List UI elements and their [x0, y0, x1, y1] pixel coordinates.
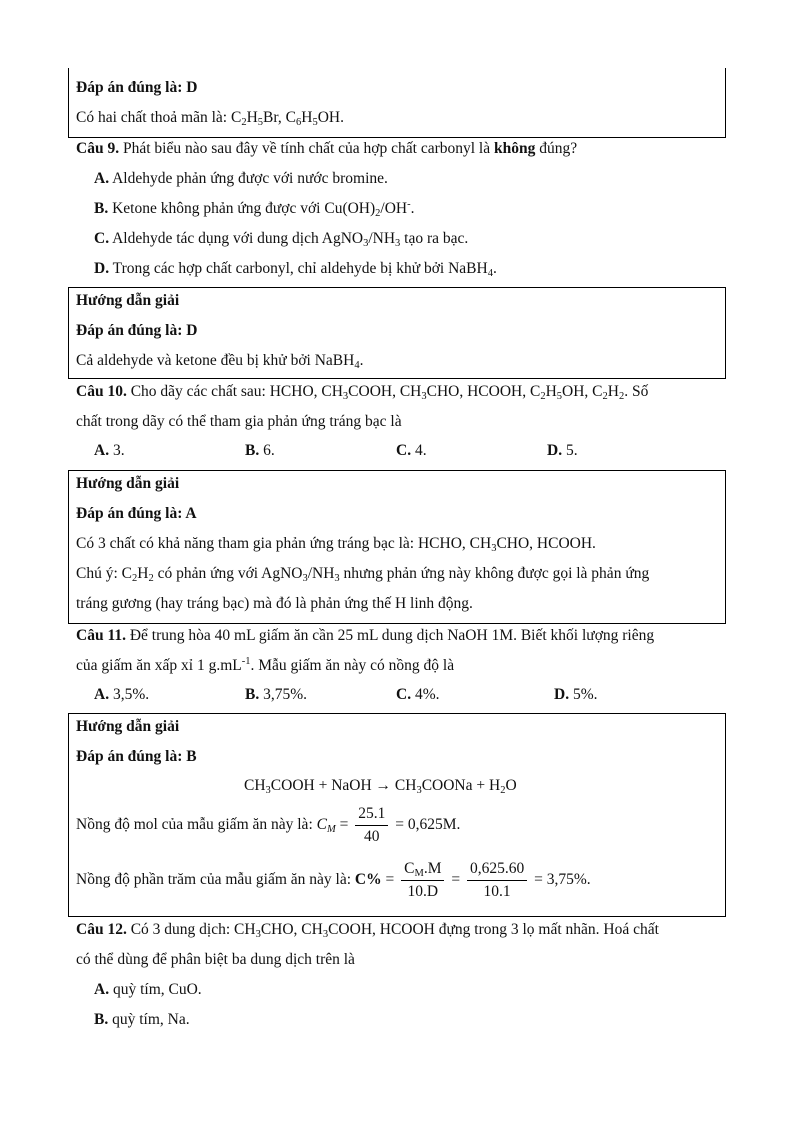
- q10-answer-label: Đáp án đúng là: A: [76, 505, 197, 522]
- q10-option-c: C. 4.: [396, 442, 427, 459]
- q9-guide-title: Hướng dẫn giải: [76, 292, 180, 309]
- q9-option-c: C. Aldehyde tác dụng với dung dịch $AgNO_3/NH_3$ tạo ra bạc.: [94, 230, 469, 249]
- q9-option-a: A. Aldehyde phản ứng được với nước bromine.: [94, 170, 388, 187]
- q11-option-c: C. 4%.: [396, 686, 440, 703]
- q11-option-d: D. 5%.: [554, 686, 598, 703]
- q11-percent-formula: Nồng độ phần trăm của mẫu giấm ăn này là: C% = $\frac{C_M.M}{10.D}$ = $\frac{0,625.60}{10.1}$ = 3,75%.: [76, 860, 591, 900]
- q10-stem-line1: Câu 10. Cho dãy các chất sau: HCHO, $CH_3COOH$, $CH_3CHO$, HCOOH, $C_2H_5OH$, $C_2H_2$. Số: [76, 383, 649, 402]
- q11-answer-label: Đáp án đúng là: B: [76, 748, 197, 765]
- q9-answer-label: Đáp án đúng là: D: [76, 322, 198, 339]
- q8-explanation: Có hai chất thoả mãn là: $C_2H_5Br$, $C_6H_5OH$.: [76, 109, 344, 128]
- q11-option-b: B. 3,75%.: [245, 686, 308, 703]
- q11-stem-line2: của giấm ăn xấp xỉ 1 $g.mL^{-1}$. Mẫu giấm ăn này có nồng độ là: [76, 656, 455, 674]
- q12-option-b: B. quỳ tím, Na.: [94, 1011, 190, 1028]
- q11-reaction-equation: $CH_3COOH$ + NaOH → $CH_3COONa + H_2O$: [244, 777, 517, 796]
- percent-fraction-1: $\frac{C_M.M}{10.D}$: [401, 860, 444, 901]
- q9-explanation: Cả aldehyde và ketone đều bị khử bởi NaBH$_4$.: [76, 352, 364, 371]
- q11-molarity-formula: Nồng độ mol của mẫu giấm ăn này là: $C_M$ = $\frac{25.1}{40}$ = 0,625M.: [76, 805, 461, 845]
- q8-answer-label: Đáp án đúng là: D: [76, 79, 198, 96]
- q10-guide-title: Hướng dẫn giải: [76, 475, 180, 492]
- q10-note-line2: tráng gương (hay tráng bạc) mà đó là phản ứng thế H linh động.: [76, 595, 473, 612]
- q10-option-b: B. 6.: [245, 442, 275, 459]
- q12-option-a: A. quỳ tím, CuO.: [94, 981, 202, 998]
- q9-stem: Câu 9. Phát biểu nào sau đây về tính chất của hợp chất carbonyl là không đúng?: [76, 140, 578, 157]
- q10-stem-line2: chất trong dãy có thể tham gia phản ứng tráng bạc là: [76, 413, 402, 430]
- q10-option-d: D. 5.: [547, 442, 578, 459]
- q12-stem-line2: có thể dùng để phân biệt ba dung dịch trên là: [76, 951, 355, 968]
- q11-option-a: A. 3,5%.: [94, 686, 150, 703]
- q9-option-b: B. Ketone không phản ứng được với $Cu(OH)_2/OH^-$.: [94, 199, 415, 219]
- percent-fraction-2: $\frac{0,625.60}{10.1}$: [467, 860, 527, 901]
- q11-stem-line1: Câu 11. Để trung hòa 40 mL giấm ăn cần 25 mL dung dịch NaOH 1M. Biết khối lượng riêng: [76, 627, 655, 644]
- q11-guide-title: Hướng dẫn giải: [76, 718, 180, 735]
- q9-option-d: D. Trong các hợp chất carbonyl, chỉ aldehyde bị khử bởi NaBH$_4$.: [94, 260, 497, 279]
- q12-stem-line1: Câu 12. Có 3 dung dịch: $CH_3CHO$, $CH_3COOH$, HCOOH đựng trong 3 lọ mất nhãn. Hoá chất: [76, 921, 659, 940]
- q10-option-a: A. 3.: [94, 442, 125, 459]
- molarity-fraction: $\frac{25.1}{40}$: [355, 805, 388, 846]
- q10-note-line1: Chú ý: $C_2H_2$ có phản ứng với $AgNO_3/NH_3$ nhưng phản ứng này không được gọi là phản ứng: [76, 565, 650, 584]
- q10-explanation: Có 3 chất có khả năng tham gia phản ứng tráng bạc là: HCHO, $CH_3CHO$, HCOOH.: [76, 535, 596, 554]
